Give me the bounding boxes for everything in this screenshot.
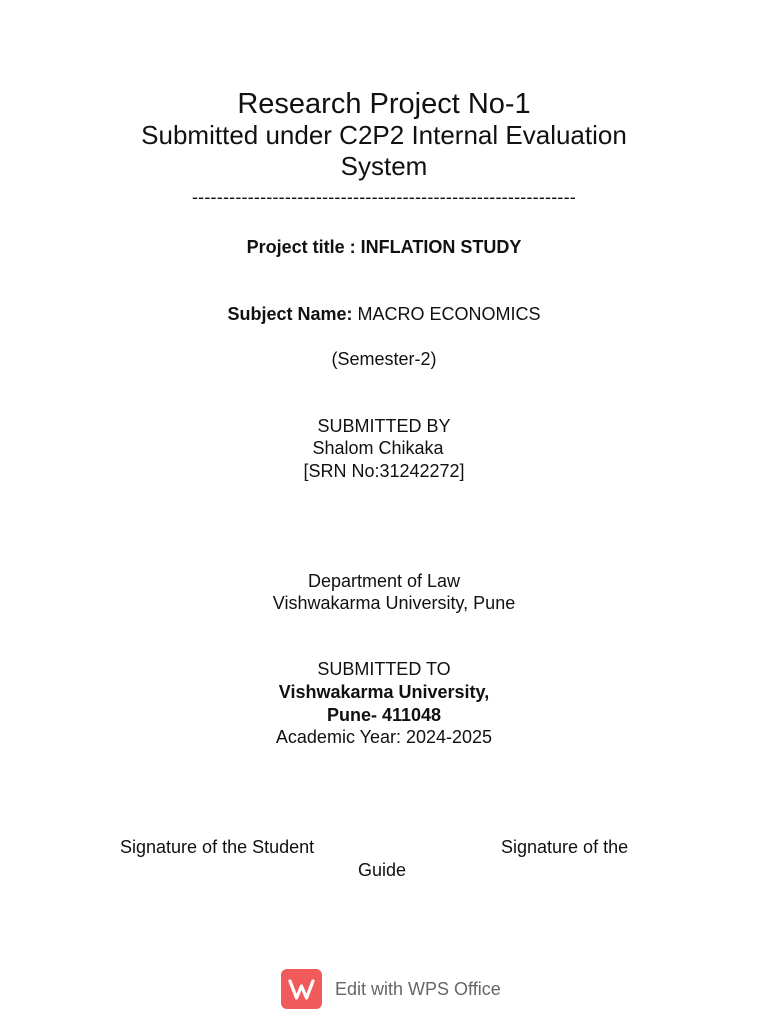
- department-line2: Vishwakarma University, Pune: [272, 593, 516, 613]
- semester: (Semester-2): [331, 349, 437, 369]
- submitted-by-heading: SUBMITTED BY: [317, 416, 451, 436]
- document-subtitle-line1: Submitted under C2P2 Internal Evaluation: [141, 120, 627, 150]
- guide-signature-label: Signature of the: [501, 837, 629, 857]
- document-title: Research Project No-1: [237, 88, 531, 120]
- academic-year: Academic Year: 2024-2025: [275, 727, 493, 747]
- subject-label: Subject Name:: [227, 304, 353, 324]
- guide-signature-label-line2: Guide: [358, 860, 407, 880]
- document-subtitle-line2: System: [340, 151, 428, 181]
- student-signature-label: Signature of the Student: [120, 837, 315, 857]
- student-srn: [SRN No:31242272]: [303, 461, 465, 481]
- student-name: Shalom Chikaka: [312, 438, 444, 458]
- department-line1: Department of Law: [307, 571, 461, 591]
- project-title: Project title : INFLATION STUDY: [246, 237, 522, 257]
- separator-line: --------------------------------------------------------------: [191, 187, 577, 207]
- wps-office-logo-icon[interactable]: [281, 969, 322, 1009]
- subject-name: [0, 303, 768, 325]
- submitted-to-line1: Vishwakarma University,: [278, 682, 490, 702]
- edit-with-wps-link[interactable]: Edit with WPS Office: [335, 979, 501, 999]
- subject-value: MACRO ECONOMICS: [352, 304, 541, 324]
- submitted-to-heading: SUBMITTED TO: [317, 659, 451, 679]
- submitted-to-line2: Pune- 411048: [326, 705, 442, 725]
